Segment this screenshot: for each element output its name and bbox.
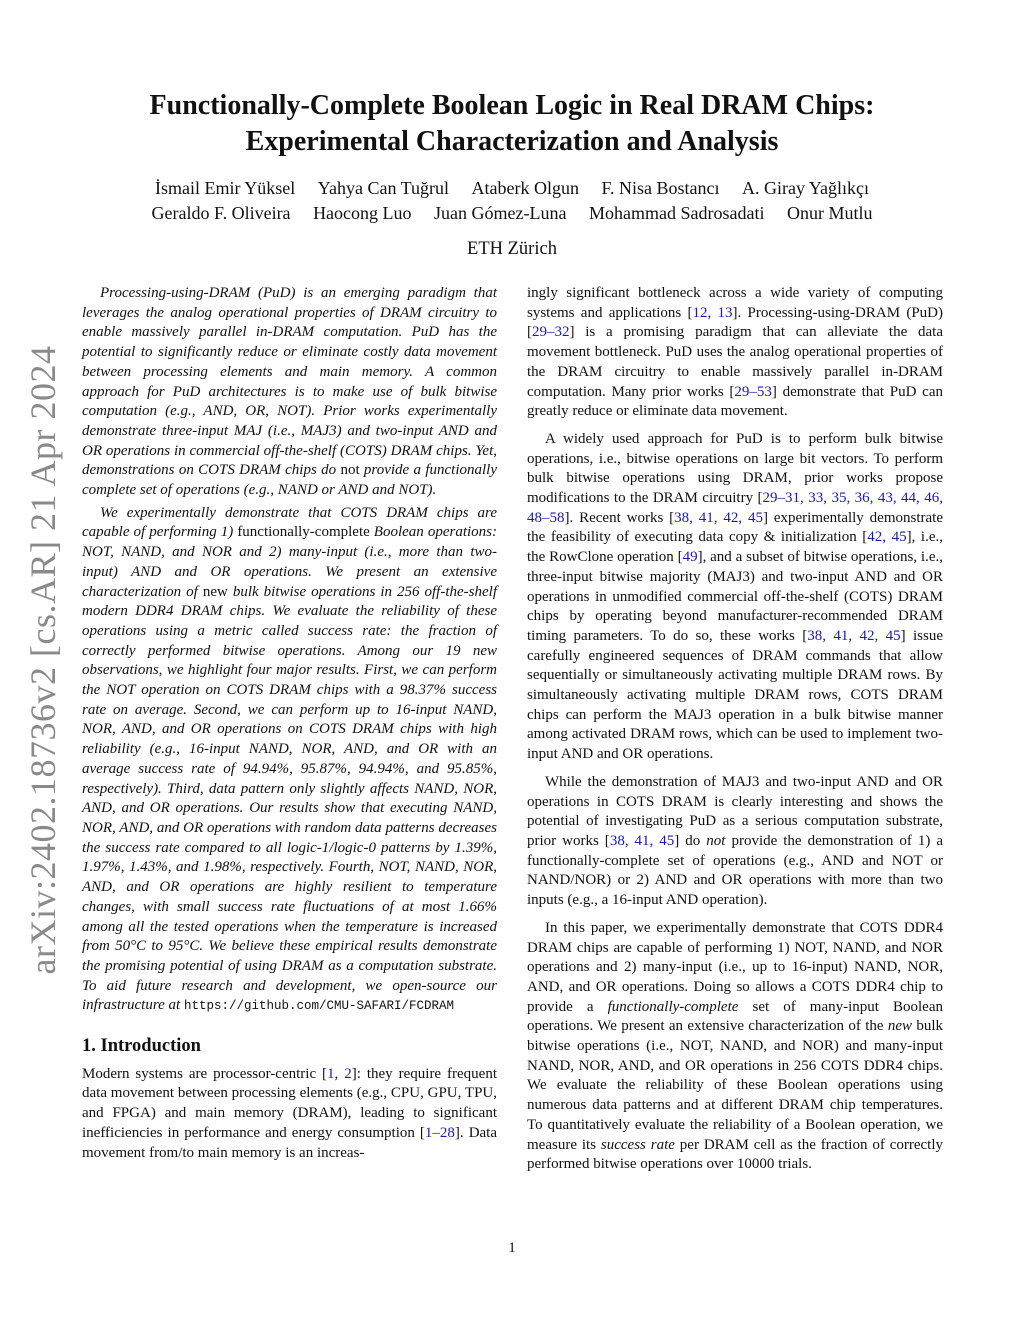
body-paragraph-2: A widely used approach for PuD is to perform bulk bitwise operations, i.e., bitwise operations on large bit vectors. To perform bulk bitwise operations using DRAM, prior works propose modifications to the DRAM circuitry [29–31, 33, 35, 36, 43, 44, 46, 48–58]. Recent works [38, 41, 42, 45] experimentally demonstrate the feasibility of executing data copy & initialization [42, 45], i.e., the RowClone operation [49], and a subset of bitwise operations, i.e., three-input bitwise majority (MAJ3) and two-input AND and OR operations in unmodified commercial off-the-shelf (COTS) DRAM chips by operating beyond manufacturer-recommended DRAM timing parameters. To do so, these works [38, 41, 42, 45] issue carefully engineered sequences of DRAM commands that allow sequentially or simultaneously activating multiple DRAM rows. By simultaneously activating multiple DRAM rows, COTS DRAM chips can perform the MAJ3 operation in a bulk bitwise manner among activated DRAM rows, which can be used to implement two-input AND and OR operations. xyxy=(527,430,943,763)
abstract-paragraph-1: Processing-using-DRAM (PuD) is an emerging paradigm that leverages the analog operational properties of DRAM circuitry to enable massively parallel in-DRAM computation. PuD has the potential to significantly reduce or eliminate costly data movement between processing elements and main memory. A common approach for PuD architectures is to make use of bulk bitwise computation (e.g., AND, OR, NOT). Prior works experimentally demonstrate three-input MAJ (i.e., MAJ3) and two-input AND and OR operations in commercial off-the-shelf (COTS) DRAM chips. Yet, demonstrations on COTS DRAM chips do not provide a functionally complete set of operations (e.g., NAND or AND and NOT). xyxy=(82,285,497,499)
body-paragraph-4: In this paper, we experimentally demonstrate that COTS DDR4 DRAM chips are capable of performing 1) NOT, NAND, and NOR operations and 2) many-input (i.e., up to 16-input) NAND, NOR, AND, and OR operations. Doing so allows a COTS DDR4 chip to provide a functionally-complete set of many-input Boolean operations. We present an extensive characterization of the new bulk bitwise operations (i.e., NOT, NAND, and NOR) and many-input NAND, NOR, AND, and OR operations in 256 COTS DDR4 chips. We evaluate the reliability of these Boolean operations using numerous data patterns and at different DRAM chip temperatures. To quantitatively evaluate the reliability of a Boolean operation, we measure its success rate per DRAM cell as the fraction of correctly performed bitwise operations over 10000 trials. xyxy=(527,919,944,1173)
affiliation: ETH Zürich xyxy=(467,239,557,259)
title-line-2: Experimental Characterization and Analysis xyxy=(245,126,779,157)
author: İsmail Emir Yüksel xyxy=(154,178,296,198)
arxiv-watermark xyxy=(18,345,68,975)
body-paragraph-3: While the demonstration of MAJ3 and two-input AND and OR operations in COTS DRAM is clearly interesting and shows the potential of investigating PuD as a serious computation substrate, prior works [38, 41, 45] do not provide the demonstration of 1) a functionally-complete set of operations (e.g., AND and NOT or NAND/NOR) or 2) AND and OR operations with more than two inputs (e.g., a 16-input AND operation). xyxy=(527,773,944,909)
author: A. Giray Yağlıkçı xyxy=(742,178,870,198)
author: Mohammad Sadrosadati xyxy=(589,203,765,223)
citation-link[interactable]: 1–28 xyxy=(424,1124,455,1141)
citation-link[interactable]: 42, 45 xyxy=(867,529,907,546)
right-column xyxy=(527,284,943,1175)
author: Juan Gómez-Luna xyxy=(434,203,567,223)
citation-link[interactable]: 2 xyxy=(344,1065,352,1082)
author: Haocong Luo xyxy=(313,203,412,223)
citation-link[interactable]: 38, 41, 45 xyxy=(609,832,675,849)
intro-paragraph-1: Modern systems are processor-centric [1, 2]: they require frequent data movement between processing elements (e.g., CPU, GPU, TPU, and FPGA) and main memory (DRAM), leading to significant inefficiencies in performance and energy consumption [1–28]. Data movement from/to main memory is an increas- xyxy=(82,1065,498,1161)
author: Ataberk Olgun xyxy=(471,178,579,198)
author: Geraldo F. Oliveira xyxy=(151,203,291,223)
author-row-2 xyxy=(0,201,1024,226)
abstract xyxy=(82,284,497,1017)
citation-link[interactable]: 12 xyxy=(692,304,708,321)
citation-link[interactable]: 38, 41, 42, 45 xyxy=(807,627,901,644)
introduction xyxy=(82,1065,497,1164)
paper-title xyxy=(0,88,1024,160)
citation-link[interactable]: 29–32 xyxy=(532,324,570,341)
arxiv-id: arXiv:2402.18736v2 [cs.AR] 21 Apr 2024 xyxy=(23,345,63,975)
author: Yahya Can Tuğrul xyxy=(317,178,449,198)
citation-link[interactable]: 49 xyxy=(682,549,698,566)
author: Onur Mutlu xyxy=(786,203,873,223)
author-list xyxy=(0,176,1024,226)
citation-link[interactable]: 1 xyxy=(327,1065,335,1082)
citation-link[interactable]: 29–31, 33, 35, 36, 43, 44, 46, 48–58 xyxy=(527,490,943,526)
section-heading-introduction: 1. Introduction xyxy=(82,1036,201,1057)
repo-link[interactable]: https://github.com/CMU-SAFARI/FCDRAM xyxy=(183,999,454,1014)
citation-link[interactable]: 29–53 xyxy=(734,383,772,400)
left-column xyxy=(82,284,497,1163)
title-line-1: Functionally-Complete Boolean Logic in Real DRAM Chips: xyxy=(149,90,875,121)
citation-link[interactable]: 13 xyxy=(717,304,733,321)
abstract-paragraph-2: We experimentally demonstrate that COTS DRAM chips are capable of performing 1) functionally-complete Boolean operations: NOT, NAND, and NOR and 2) many-input (i.e., more than two-input) AND and OR operations. We present an extensive characterization of new bulk bitwise operations in 256 off-the-shelf modern DDR4 DRAM chips. We evaluate the reliability of these operations using a metric called success rate: the fraction of correctly performed bitwise operations. Among our 19 new observations, we highlight four major results. First, we can perform the NOT operation on COTS DRAM chips with a 98.37% success rate on average. Second, we can perform up to 16-input NAND, NOR, AND, and OR operations on COTS DRAM chips with high reliability (e.g., 16-input NAND, NOR, AND, and OR with an average success rate of 94.94%, 95.87%, 94.94%, and 95.85%, respectively). Third, data pattern only slightly affects NAND, NOR, AND, and OR operations. Our results show that executing NAND, NOR, AND, and OR operations with random data patterns decreases the success rate compared to all logic-1/logic-0 patterns by 1.39%, 1.97%, 1.43%, and 1.98%, respectively. Fourth, NOT, NAND, NOR, AND, and OR operations are highly resilient to temperature changes, with small success rate fluctuations of at most 1.66% among all the tested operations when the temperature is increased from 50°C to 95°C. We believe these empirical results demonstrate the promising potential of using DRAM as a computation substrate. To aid future research and development, we open-source our infrastructure at https://github.com/CMU-SAFARI/FCDRAM xyxy=(82,504,497,1014)
body-paragraph-1: ingly significant bottleneck across a wide variety of computing systems and applications [12, 13]. Processing-using-DRAM (PuD) [29–32] is a promising paradigm that can alleviate the data movement bottleneck. PuD uses the analog operational properties of the DRAM circuitry to enable massively parallel in-DRAM computation. Many prior works [29–53] demonstrate that PuD can greatly reduce or eliminate data movement. xyxy=(527,285,943,420)
author-row-1 xyxy=(0,176,1024,201)
citation-link[interactable]: 38, 41, 42, 45 xyxy=(674,509,763,526)
author: F. Nisa Bostancı xyxy=(601,178,720,198)
page-number: 1 xyxy=(508,1240,516,1256)
